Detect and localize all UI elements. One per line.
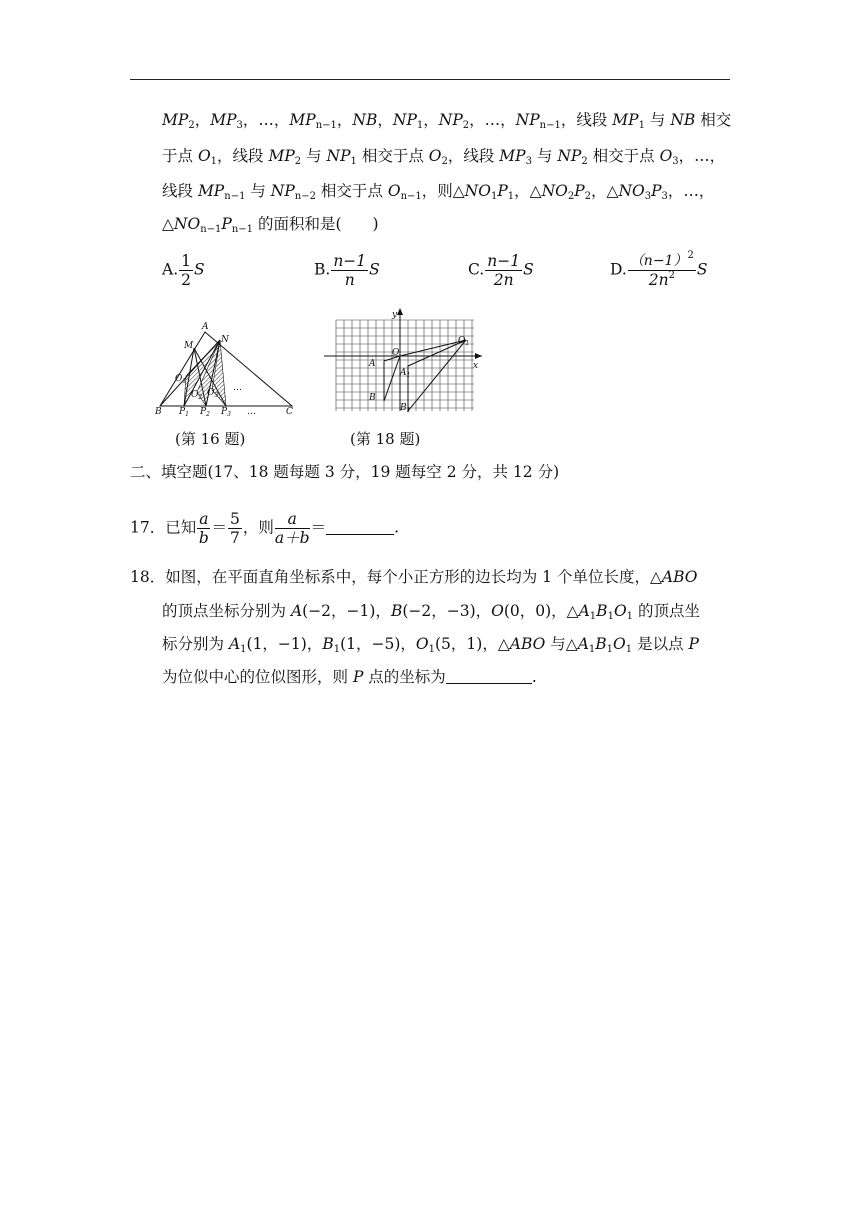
answer-blank-18[interactable] [446, 669, 532, 684]
option-d: D. $\frac{(n-1)^2}{2n^2}$ S [610, 250, 708, 289]
label-b1: $B_1$ [400, 403, 411, 414]
figure-18 [324, 306, 486, 416]
label-m: M [184, 341, 194, 351]
q18-line-3: 标分别为 $A_1(1$，−1)，$B_1(1$，−5)，$O_1(5$，1)，△ABO 与$\triangle A_1B_1O_1$ 是以点 P [162, 635, 699, 655]
label-a1: $A_1$ [400, 368, 411, 379]
label-p1: $P_1$ [179, 407, 189, 418]
label-o1: $O_1$ [458, 336, 470, 347]
label-dots-inner: … [233, 383, 242, 393]
label-a: A [369, 359, 376, 369]
caption-fig18: (第 18 题) [350, 430, 421, 448]
fraction-a-over-a-plus-b: $\frac{a}{a+b}$ [274, 510, 310, 547]
option-d-fraction: $\frac{(n-1)^2}{2n^2}$ [629, 250, 694, 289]
x-arrow [475, 353, 482, 359]
option-b-fraction: $\frac{n-1}{n}$ [333, 252, 367, 289]
label-o2: $O_2$ [191, 390, 203, 401]
triangle-a1b1o1 [408, 340, 466, 411]
option-c-fraction: $\frac{n-1}{2n}$ [487, 252, 521, 289]
q18-line-2: 的顶点坐标分别为 A(−2，−1)，B(−2，−3)，O(0，0)，$\triangle A_1B_1O_1$ 的顶点坐 [162, 602, 700, 622]
label-o1: $O_1$ [175, 374, 187, 385]
question-17: 17．已知 $\frac{a}{b}$ ＝ $\frac{5}{7}$ ，则 $\frac{a}{a+b}$ ＝ . [130, 510, 400, 547]
label-dots-base: … [247, 407, 256, 417]
label-x: x [473, 361, 479, 371]
label-o: O [392, 348, 400, 358]
label-a: A [202, 322, 209, 332]
label-c: C [286, 407, 293, 417]
label-n: N [221, 335, 229, 345]
fraction-a-over-b: $\frac{a}{b}$ [198, 510, 209, 547]
label-b: B [369, 393, 376, 403]
label-y: y [392, 310, 398, 320]
label-p2: $P_2$ [200, 407, 210, 418]
fraction-5-over-7: $\frac{5}{7}$ [230, 510, 240, 547]
q18-line-4: 为位似中心的位似图形，则 P 点的坐标为 . [162, 668, 537, 686]
option-c: C. $\frac{n-1}{2n}$ S [468, 252, 534, 289]
figure-16 [150, 318, 305, 418]
option-a: A. $\frac{1}{2}$ S [162, 252, 205, 289]
y-arrow [397, 308, 403, 315]
label-o3: $O_3$ [207, 388, 219, 399]
section-2-title: 二、填空题(17、18 题每题 3 分，19 题每空 2 分，共 12 分) [130, 463, 560, 481]
coordinate-grid [336, 320, 474, 411]
caption-fig16: (第 16 题) [175, 430, 246, 448]
label-p3: $P_3$ [221, 407, 231, 418]
label-b: B [155, 407, 162, 417]
header-rule [130, 79, 730, 80]
answer-blank-17[interactable] [326, 520, 394, 535]
option-b: B. $\frac{n-1}{n}$ S [314, 252, 380, 289]
q16-line-4: $\triangle NO_{n-1}P_{n-1}$ 的面积和是( ) [162, 215, 379, 235]
q16-line-3: 线段 $MP_{n-1}$ 与 $NP_{n-2}$ 相交于点 $O_{n-1}$，则$\triangle NO_1P_1$，$\triangle NO_2P_2$，$\triangle NO_3P_3$，…， [162, 182, 715, 202]
option-a-fraction: $\frac{1}{2}$ [181, 252, 191, 289]
q16-line-1: $MP_2$，$MP_3$，…，$MP_{n-1}$，NB，$NP_1$，$NP_2$，…，$NP_{n-1}$，线段 $MP_1$ 与 NB 相交 [162, 111, 732, 131]
q16-line-2: 于点 $O_1$，线段 $MP_2$ 与 $NP_1$ 相交于点 $O_2$，线段 $MP_3$ 与 $NP_2$ 相交于点 $O_3$，…， [162, 147, 726, 167]
q18-line-1: 18．如图，在平面直角坐标系中，每个小正方形的边长均为 1 个单位长度，△ABO [130, 568, 698, 586]
